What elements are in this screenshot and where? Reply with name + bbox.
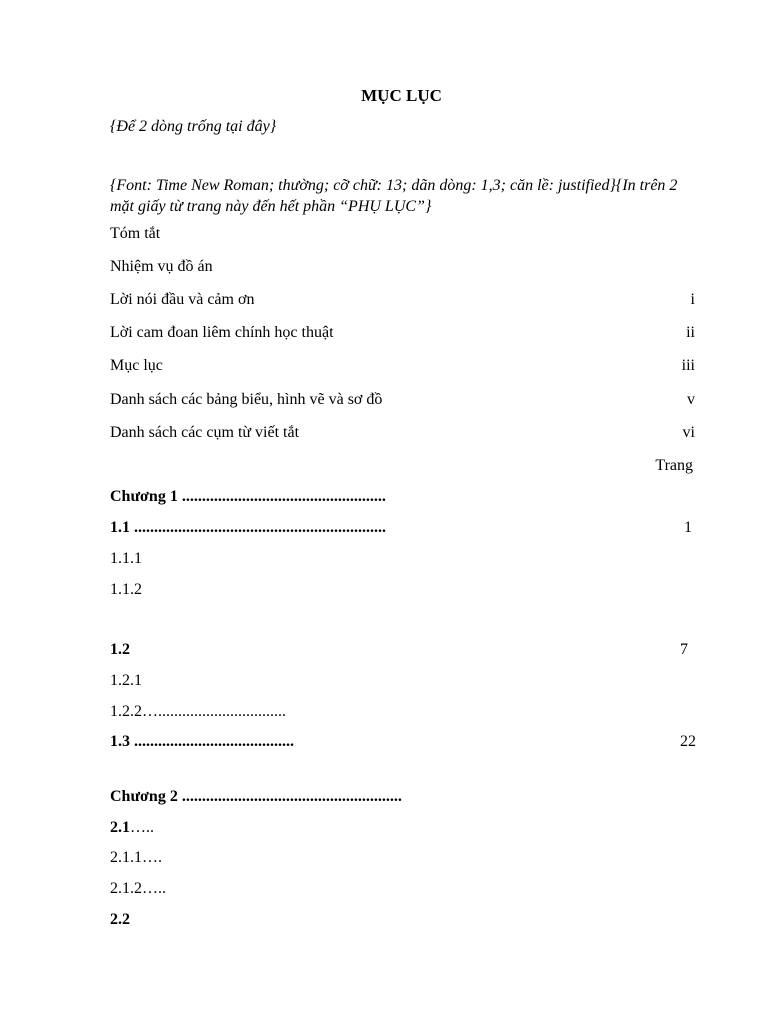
toc-label: 1.3 ........................................ (110, 733, 294, 750)
toc-row-2-1 (110, 817, 695, 839)
toc-label: Chương 1 ................................................... (110, 488, 386, 505)
toc-page-number: ii (686, 324, 695, 341)
toc-label: Lời cam đoan liêm chính học thuật (110, 324, 334, 341)
toc-label: Mục lục (110, 357, 163, 374)
toc-label: Danh sách các bảng biểu, hình vẽ và sơ đồ (110, 391, 383, 408)
toc-label: Danh sách các cụm từ viết tắt (110, 424, 300, 441)
toc-label: Nhiệm vụ đồ án (110, 258, 213, 275)
toc-row-1-1-2 (110, 579, 695, 601)
page-column-header: Trang (655, 457, 693, 474)
toc-row-2-1-1 (110, 847, 695, 869)
toc-row-1-1-1 (110, 548, 695, 570)
toc-label-leader: ….. (130, 819, 154, 836)
toc-row-danh-sach-viet-tat (110, 422, 695, 444)
toc-page-number: 22 (680, 733, 696, 750)
note-blank-lines: {Để 2 dòng trống tại đây} (110, 118, 277, 135)
toc-page-number: iii (681, 357, 695, 374)
toc-label: 1.1.1 (110, 550, 142, 567)
toc-label: 1.2.1 (110, 672, 142, 689)
toc-label: 1.1.2 (110, 581, 142, 598)
toc-page-number: i (690, 291, 695, 308)
toc-label: 2.1.2….. (110, 880, 166, 897)
toc-page-number: 7 (680, 641, 688, 658)
note-format: {Font: Time New Roman; thường; cỡ chữ: 13; dãn dòng: 1,3; căn lề: justified}{In trên 2 mặt giấy từ trang này đến hết phần “PHỤ LỤC”} (110, 177, 678, 215)
toc-row-nhiem-vu (110, 256, 695, 278)
toc-label: 1.2.2…................................ (110, 703, 286, 720)
toc-page-number: v (687, 391, 695, 408)
toc-row-chuong-1 (110, 486, 695, 508)
toc-row-1-2 (110, 639, 695, 661)
toc-label: 1.2 (110, 641, 130, 658)
toc-row-loi-noi-dau (110, 289, 695, 311)
page-title: MỤC LỤC (361, 86, 442, 105)
toc-row-loi-cam-doan (110, 322, 695, 344)
toc-row-chuong-2 (110, 786, 695, 808)
toc-row-muc-luc (110, 355, 695, 377)
toc-label: 1.1 ............................................................... (110, 519, 386, 536)
toc-label: Chương 2 ....................................................... (110, 788, 402, 805)
toc-row-1-3 (110, 731, 695, 753)
toc-row-danh-sach-bang-bieu (110, 389, 695, 411)
toc-page-number: 1 (684, 519, 692, 536)
toc-label (110, 817, 154, 839)
toc-label: Lời nói đầu và cảm ơn (110, 291, 255, 308)
toc-row-1-2-2 (110, 701, 695, 723)
toc-label: 2.1.1…. (110, 849, 162, 866)
toc-label-number: 2.1 (110, 819, 130, 836)
toc-row-2-1-2 (110, 878, 695, 900)
toc-row-tom-tat (110, 223, 695, 245)
toc-label: 2.2 (110, 911, 130, 928)
toc-row-1-1 (110, 517, 695, 539)
toc-row-1-2-1 (110, 670, 695, 692)
toc-page-number: vi (682, 424, 695, 441)
toc-row-2-2 (110, 909, 695, 931)
toc-label: Tóm tắt (110, 225, 161, 242)
